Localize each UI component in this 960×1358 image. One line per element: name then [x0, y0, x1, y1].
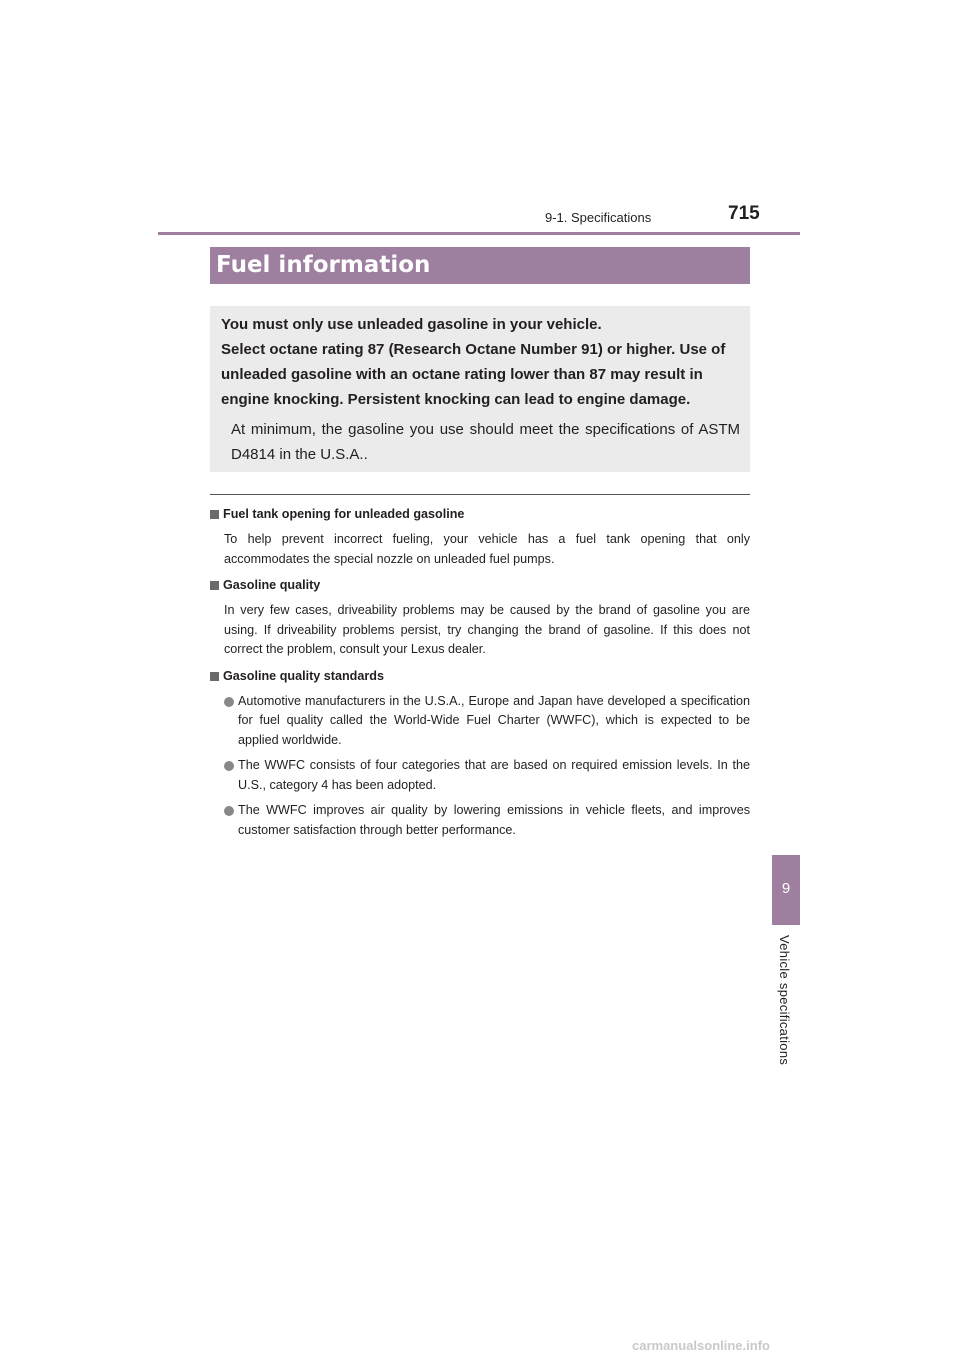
section-heading-text: Gasoline quality	[223, 578, 321, 592]
section-heading-quality-standards	[210, 667, 750, 686]
circle-bullet-icon	[224, 697, 234, 707]
watermark: carmanualsonline.info	[632, 1338, 770, 1353]
chapter-tab-number: 9	[781, 880, 791, 897]
bullet-text: The WWFC improves air quality by lowering emissions in vehicle fleets, and improves customer satisfaction through better performance.	[238, 803, 750, 837]
list-item	[224, 692, 750, 751]
page-title: Fuel information	[210, 247, 750, 284]
circle-bullet-icon	[224, 761, 234, 771]
intro-bold-line-1: You must only use unleaded gasoline in your vehicle.	[221, 316, 602, 333]
section-heading-fuel-tank	[210, 505, 750, 524]
intro-box	[210, 306, 750, 472]
list-item	[224, 801, 750, 840]
page-number: 715	[728, 203, 760, 224]
circle-bullet-icon	[224, 806, 234, 816]
section-text-fuel-tank: To help prevent incorrect fueling, your vehicle has a fuel tank opening that only accommodates the special nozzle on unleaded fuel pumps.	[224, 532, 750, 566]
section-text-gasoline-quality: In very few cases, driveability problems may be caused by the brand of gasoline you are using. If driveability problems persist, try changing the brand of gasoline. If this does not correct the problem, consult your Lexus dealer.	[224, 603, 750, 656]
section-heading-text: Fuel tank opening for unleaded gasoline	[223, 507, 465, 521]
section-heading-text: Gasoline quality standards	[223, 668, 384, 683]
list-item	[224, 756, 750, 795]
square-bullet-icon	[210, 672, 219, 681]
main-content	[210, 505, 750, 846]
bullet-text: The WWFC consists of four categories that are based on required emission levels. In the U.S., category 4 has been adopted.	[238, 758, 750, 792]
section-divider	[210, 494, 750, 495]
intro-note: At minimum, the gasoline you use should meet the specifications of ASTM D4814 in the U.S.A..	[231, 421, 740, 463]
intro-bold-line-2: Select octane rating 87 (Research Octane Number 91) or higher. Use of unleaded gasoline with an octane rating lower than 87 may result in engine knocking. Persistent knocking can lead to engine damage.	[221, 341, 726, 408]
running-header-section: 9-1. Specifications	[545, 210, 652, 225]
square-bullet-icon	[210, 510, 219, 519]
section-heading-gasoline-quality	[210, 576, 750, 595]
header-divider	[158, 232, 800, 235]
bullet-text: Automotive manufacturers in the U.S.A., Europe and Japan have developed a specification for fuel quality called the World-Wide Fuel Charter (WWFC), which is expected to be applied worldwide.	[238, 693, 750, 747]
chapter-tab-label: Vehicle specifications	[777, 935, 792, 1066]
square-bullet-icon	[210, 581, 219, 590]
